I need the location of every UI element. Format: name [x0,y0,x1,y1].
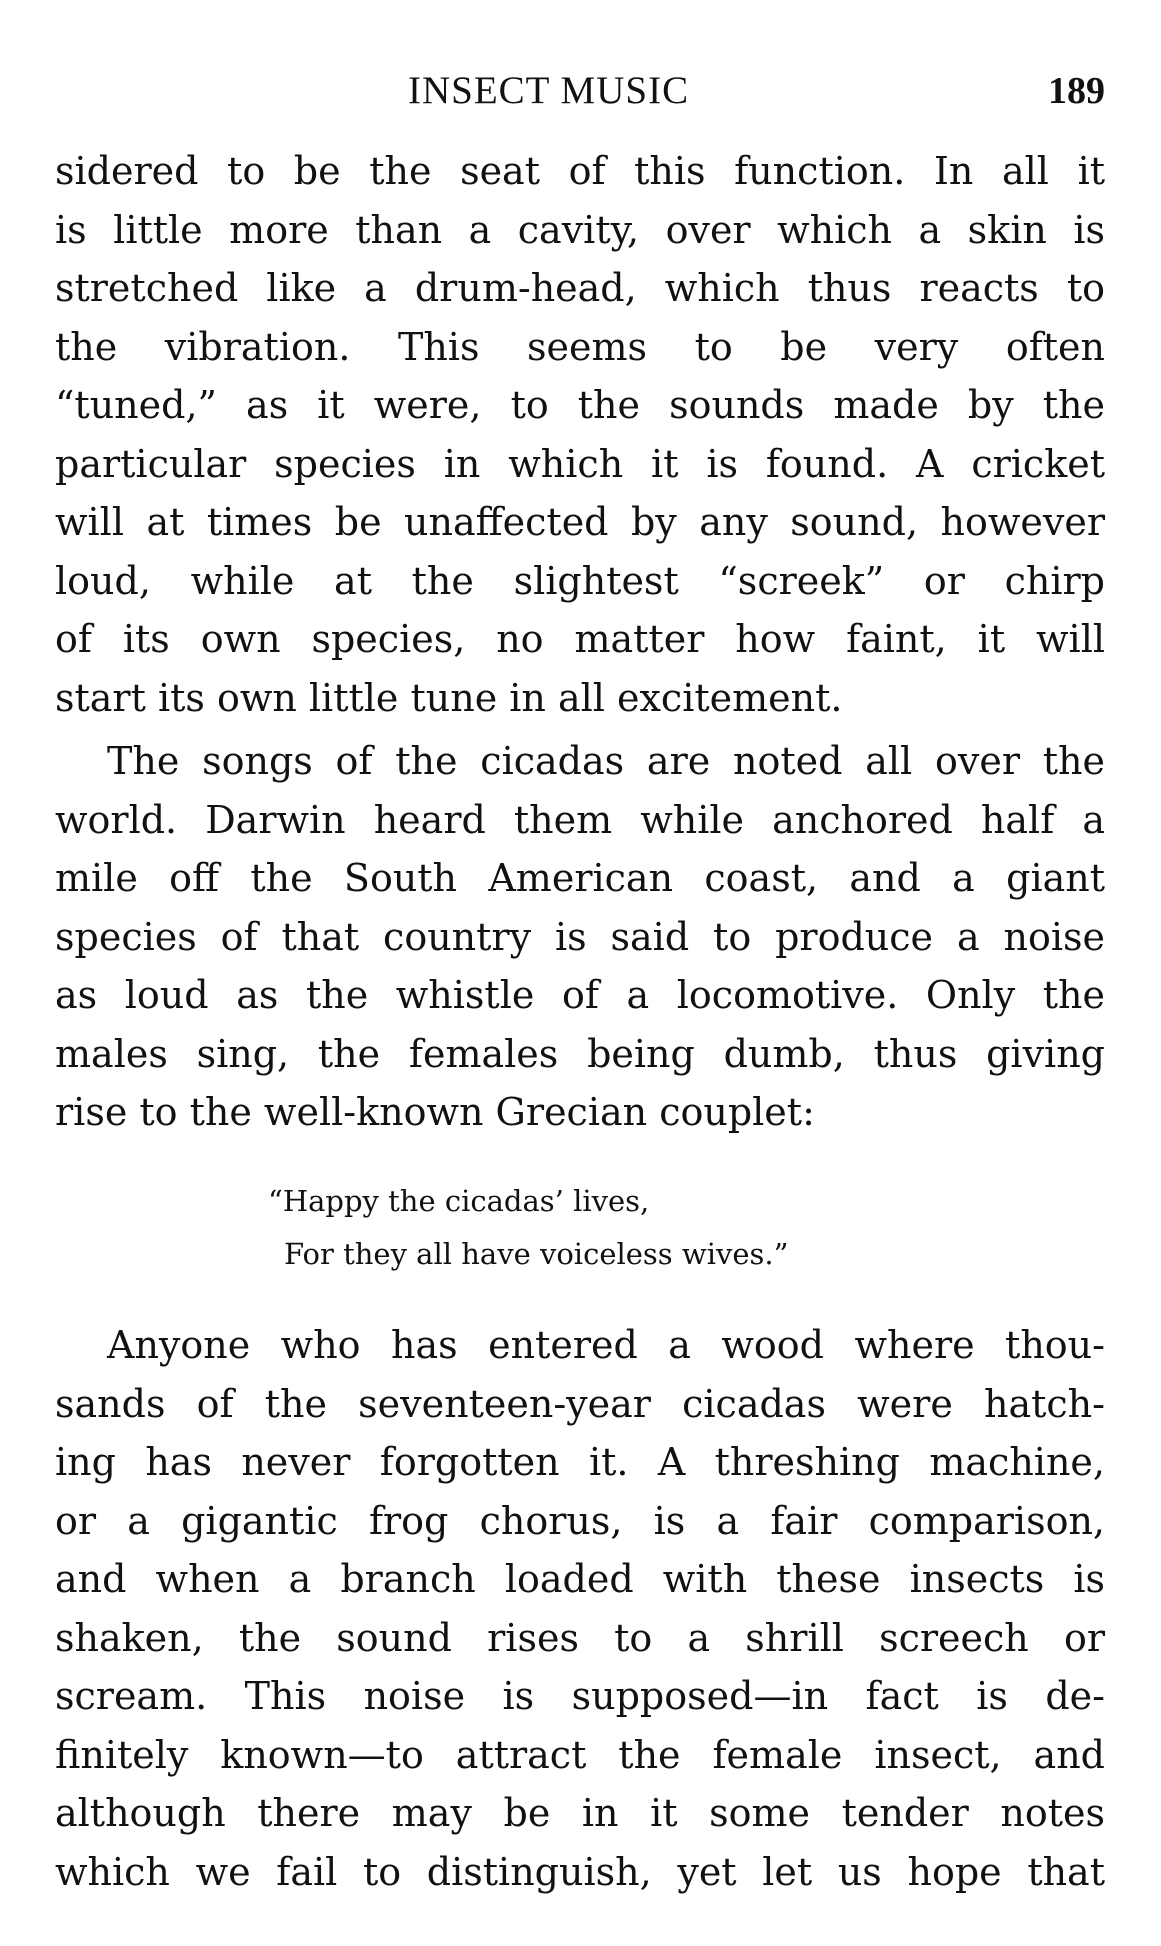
text-line: males sing, the females being dumb, thus giving [55,1031,1105,1076]
text-line: finitely known—to attract the female insect, and [55,1732,1105,1777]
text-line: ing has never forgotten it. A threshing machine, [55,1440,1105,1484]
text-line: the vibration. This seems to be very often [55,324,1105,369]
text-line: The songs of the cicadas are noted all over the [107,739,1105,783]
text-line: will at times be unaffected by any sound, however [55,500,1105,544]
text-line: sands of the seventeen-year cicadas were hatch- [55,1381,1105,1426]
page-header [55,66,1105,126]
text-line: although there may be in it some tender notes [55,1791,1105,1835]
running-title: INSECT MUSIC [408,69,690,112]
text-line: start its own little tune in all excitement. [55,675,843,720]
text-line: sidered to be the seat of this function. In all it [55,149,1105,193]
page-number: 189 [1048,70,1105,112]
text-line: particular species in which it is found. A cricket [55,441,1105,486]
grecian-couplet [268,1175,788,1281]
paragraph-seventeen-year-cicadas [55,1316,1105,1901]
text-line: mile off the South American coast, and a giant [55,856,1105,900]
verse-line: “Happy the cicadas’ lives, [268,1184,650,1218]
text-line: loud, while at the slightest “screek” or chirp [55,558,1105,603]
text-line: or a gigantic frog chorus, is a fair comparison, [55,1498,1105,1543]
text-line: Anyone who has entered a wood where thou- [107,1323,1105,1367]
text-line: as loud as the whistle of a locomotive. Only the [55,973,1105,1017]
text-line: shaken, the sound rises to a shrill screech or [55,1615,1105,1660]
text-line: of its own species, no matter how faint, it will [55,617,1105,661]
paragraph-cicada-songs [55,732,1105,1142]
text-line: and when a branch loaded with these insects is [55,1557,1105,1601]
text-line: stretched like a drum-head, which thus reacts to [55,266,1105,310]
paragraph-continuation [55,142,1105,727]
verse-line: For they all have voiceless wives.” [284,1237,789,1271]
text-line: is little more than a cavity, over which a skin is [55,207,1105,252]
text-line: world. Darwin heard them while anchored half a [55,797,1105,842]
text-line: scream. This noise is supposed—in fact is de- [55,1674,1105,1718]
text-line: species of that country is said to produce a noise [55,914,1105,959]
text-line: “tuned,” as it were, to the sounds made by the [55,383,1105,427]
text-line: which we fail to distinguish, yet let us hope that [55,1849,1105,1894]
text-line: rise to the well-known Grecian couplet: [55,1090,815,1134]
